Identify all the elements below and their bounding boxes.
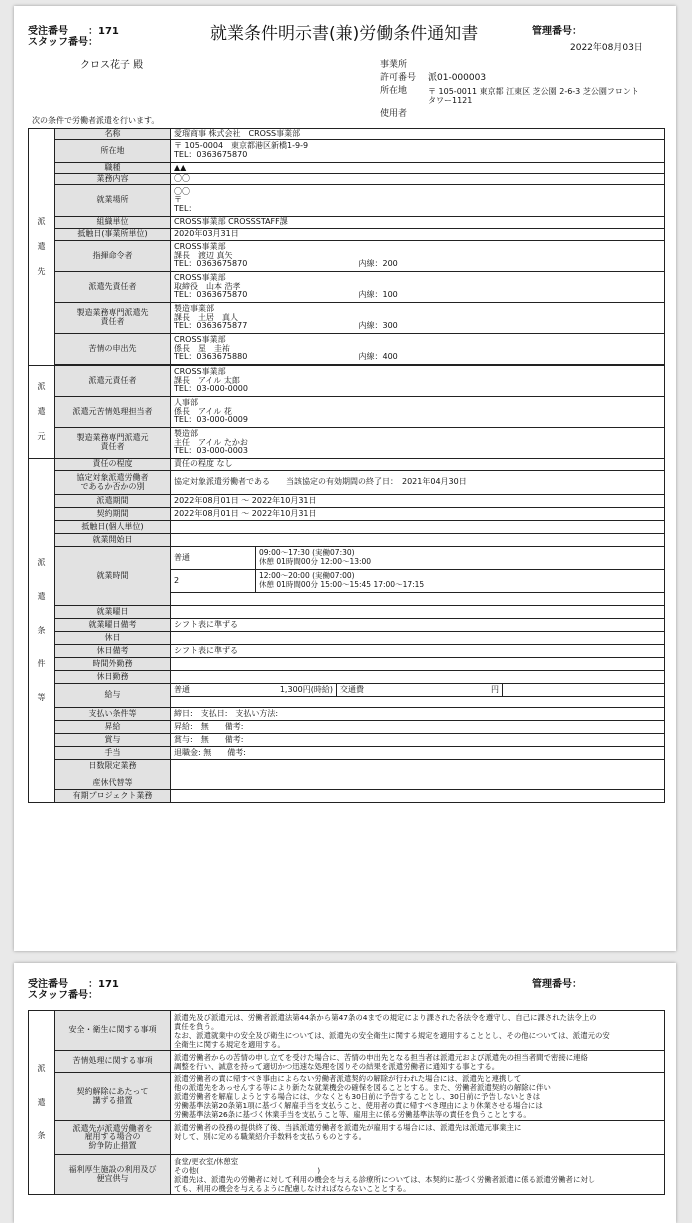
value-overtime [171, 658, 665, 671]
value-project [171, 790, 665, 803]
salary-type: 普通 [174, 684, 190, 694]
row-overtime [29, 658, 665, 671]
value-responsibility: 責任の程度 なし [171, 459, 665, 471]
document-title: 就業条件明示書(兼)労働条件通知書 [210, 24, 479, 44]
value-dispatch-dest-manager: CROSS事業部 取締役 山本 浩孝 TEL：0363675870 内線：100 [171, 272, 665, 303]
label-work-hours: 就業時間 [55, 547, 171, 606]
value-org-unit: CROSS事業部 CROSSSTAFF課 [171, 217, 665, 229]
label-mfg-dest-manager: 製造業務専門派遣先 責任者 [55, 303, 171, 334]
value-work-days [171, 606, 665, 619]
label-org-unit: 組織単位 [55, 217, 171, 229]
row-bonus [29, 734, 665, 747]
work-hours-shift-1: 普通 09:00～17:30 (実働07:30) 休憩 01時間00分 12:00～13:00 [171, 547, 664, 570]
row-work-days [29, 606, 665, 619]
row-conflict-date [29, 229, 665, 241]
row-holiday-note [29, 645, 665, 658]
transport-label: 交通費 [340, 684, 364, 694]
value-work-hours [171, 547, 665, 606]
row-conflict-individual [29, 521, 665, 534]
label-complaint: 苦情処理に関する事項 [55, 1051, 171, 1073]
employer-label: 使用者 [380, 109, 408, 119]
recipient-name: クロス花子 殿 [80, 60, 144, 71]
label-start-date: 就業開始日 [55, 534, 171, 547]
label-termination: 契約解除にあたって 講ずる措置 [55, 1073, 171, 1121]
row-salary [29, 684, 665, 708]
row-org-unit [29, 217, 665, 229]
label-hire: 派遣先が派遣労働者を 雇用する場合の 紛争防止措置 [55, 1121, 171, 1155]
label-limited-days: 日数限定業務 産休代替等 [55, 760, 171, 790]
work-hours-shift-2: 2 12:00～20:00 (実働07:00) 休憩 01時間00分 15:00～15:45 17:00～17:15 [171, 570, 664, 593]
label-safety: 安全・衛生に関する事項 [55, 1011, 171, 1051]
row-commander [29, 241, 665, 272]
value-commander: CROSS事業部 課長 渡辺 真矢 TEL：0363675870 内線：200 [171, 241, 665, 272]
management-number-label: 管理番号： [532, 26, 582, 37]
label-mfg-source-manager: 製造業務専門派遣元 責任者 [55, 428, 171, 459]
row-complaint [29, 1051, 665, 1073]
row-dispatch-dest-manager [29, 272, 665, 303]
value-start-date [171, 534, 665, 547]
salary-amount: 1,300円(時給) [257, 684, 337, 696]
label-agreement: 協定対象派遣労働者 であるか否かの別 [55, 471, 171, 495]
row-dispatch-period [29, 495, 665, 508]
value-allowance: 退職金: 無 備考: [171, 747, 665, 760]
label-dispatch-period: 派遣期間 [55, 495, 171, 508]
label-overtime: 時間外勤務 [55, 658, 171, 671]
transport-unit: 円 [403, 684, 503, 696]
label-commander: 指揮命令者 [55, 241, 171, 272]
row-work-place [29, 185, 665, 217]
row-mfg-dest-manager [29, 303, 665, 334]
value-termination: 派遣労働者の責に帰すべき事由によらない労働者派遣契約の解除が行われた場合には、派遣先と連携して 他の派遣先をあっせんする等により新たな就業機会の確保を図ることとする。また、労働者派遣契約の解除に伴い 派遣労働者を解雇しようとする場合には、少なくとも30日前に予告することとし、30日前に予告しないときは 労働基準法第20条第1項に基づく解雇手当を支払うこと、使用者の責に帰すべき理由により休業させる場合には 労働基準法第26条に基づく休業手当を支払うこと等、雇用主に係る労働基準法等の責任を負うこととする。 [171, 1073, 665, 1121]
row-payment-terms [29, 708, 665, 721]
label-welfare: 福利厚生施設の利用及び 便宜供与 [55, 1155, 171, 1195]
side-label-dispatch-destination: 派 遣 先 [29, 129, 55, 366]
label-raise: 昇給 [55, 721, 171, 734]
label-holiday: 休日 [55, 632, 171, 645]
row-raise [29, 721, 665, 734]
value-work-days-note: シフト表に準ずる [171, 619, 665, 632]
label-work-days-note: 就業曜日備考 [55, 619, 171, 632]
p2-side-label: 派 遣 条 [29, 1011, 55, 1195]
p2-order-number-label: 受注番号 [28, 979, 68, 990]
label-allowance: 手当 [55, 747, 171, 760]
row-start-date [29, 534, 665, 547]
p2-order-number-value: ：171 [88, 979, 119, 990]
row-job-type [29, 163, 665, 174]
value-payment-terms: 締日: 支払日: 支払い方法: [171, 708, 665, 721]
value-source-manager: CROSS事業部 課長 アイル 太郎 TEL：03-000-0000 [171, 366, 665, 397]
label-conflict-individual: 抵触日(個人単位) [55, 521, 171, 534]
label-name: 名称 [55, 129, 171, 140]
row-hire [29, 1121, 665, 1155]
row-holiday-work [29, 671, 665, 684]
row-source-complaint [29, 397, 665, 428]
row-name [29, 129, 665, 140]
label-source-manager: 派遣元責任者 [55, 366, 171, 397]
label-project: 有期プロジェクト業務 [55, 790, 171, 803]
value-contract-period: 2022年08月01日 ～ 2022年10月31日 [171, 508, 665, 521]
row-holiday [29, 632, 665, 645]
row-contract-period [29, 508, 665, 521]
row-allowance [29, 747, 665, 760]
value-mfg-dest-manager: 製造事業部 課長 土居 真人 TEL：0363675877 内線：300 [171, 303, 665, 334]
value-holiday-work [171, 671, 665, 684]
value-source-complaint: 人事部 係長 アイル 花 TEL：03-000-0009 [171, 397, 665, 428]
value-holiday-note: シフト表に準ずる [171, 645, 665, 658]
label-bonus: 賞与 [55, 734, 171, 747]
value-mfg-source-manager: 製造部 主任 アイル たかお TEL：03-000-0003 [171, 428, 665, 459]
issue-date: 2022年08月03日 [570, 43, 643, 53]
label-responsibility: 責任の程度 [55, 459, 171, 471]
order-number-value: ：171 [88, 26, 119, 37]
document-page-1 [14, 6, 676, 951]
side-label-dispatch-source: 派 遣 元 [29, 366, 55, 459]
value-location: 〒 105-0004 東京都港区新橋1-9-9 TEL：0363675870 [171, 140, 665, 163]
label-conflict-date: 抵触日(事業所単位) [55, 229, 171, 241]
label-location: 所在地 [55, 140, 171, 163]
row-limited-days [29, 760, 665, 790]
address-value-line1: 〒 105-0011 東京都 江東区 芝公園 2-6-3 芝公園フロント [428, 87, 639, 96]
label-salary: 給与 [55, 684, 171, 708]
row-source-manager [29, 366, 665, 397]
label-work-days: 就業曜日 [55, 606, 171, 619]
row-agreement [29, 471, 665, 495]
value-name: 愛瑠商事 株式会社 CROSS事業部 [171, 129, 665, 140]
label-work-place: 就業場所 [55, 185, 171, 217]
intro-text: 次の条件で労働者派遣を行います。 [32, 116, 160, 125]
staff-number-label: スタッフ番号： [28, 37, 98, 48]
permit-number-label: 許可番号 [380, 73, 417, 83]
side-label-dispatch-conditions: 派 遣 条 件 等 [29, 459, 55, 803]
value-agreement: 協定対象派遣労働者である 当該協定の有効期間の終了日： 2021年04月30日 [171, 471, 665, 495]
row-welfare [29, 1155, 665, 1195]
row-job-content [29, 174, 665, 185]
value-complaint-dest: CROSS事業部 係長 星 圭祐 TEL：0363675880 内線：400 [171, 334, 665, 365]
p2-management-number-label: 管理番号： [532, 979, 582, 990]
row-safety [29, 1011, 665, 1051]
value-work-place: 〇〇 〒 TEL： [171, 185, 665, 217]
value-complaint: 派遣労働者からの苦情の申し立てを受けた場合に、苦情の申出先となる担当者は派遣元および派遣先の担当者間で密接に連絡 調整を行い、誠意を持って適切かつ迅速な処理を図りその結果を派遣労働者に通知する事とする。 [171, 1051, 665, 1073]
label-complaint-dest: 苦情の申出先 [55, 334, 171, 365]
label-job-type: 職種 [55, 163, 171, 174]
address-label: 所在地 [380, 86, 408, 96]
value-job-type: ▲▲ [171, 163, 665, 174]
value-conflict-date: 2020年03月31日 [171, 229, 665, 241]
value-safety: 派遣先及び派遣元は、労働者派遣法第44条から第47条の4までの規定により課された各法令を遵守し、自己に課された法令上の 責任を負う。 なお、派遣就業中の安全及び衛生については、派遣先の安全衛生に関する規定を適用することとし、その他については、派遣元の安 全衛生に関する規定を適用する。 [171, 1011, 665, 1051]
permit-number-value: 派01-000003 [428, 73, 487, 83]
value-holiday [171, 632, 665, 645]
order-number-label: 受注番号 [28, 26, 68, 37]
value-limited-days [171, 760, 665, 790]
label-dispatch-dest-manager: 派遣先責任者 [55, 272, 171, 303]
label-maternity-sub: 産休代替等 [92, 777, 133, 787]
value-hire: 派遣労働者の役務の提供終了後、当該派遣労働者を派遣先が雇用する場合には、派遣先は派遣元事業主に 対して、別に定める職業紹介手数料を支払うものとする。 [171, 1121, 665, 1155]
row-mfg-source-manager [29, 428, 665, 459]
value-dispatch-period: 2022年08月01日 ～ 2022年10月31日 [171, 495, 665, 508]
row-termination [29, 1073, 665, 1121]
value-welfare: 食堂/更衣室/休憩室 その他( ) 派遣先は、派遣先の労働者に対して利用の機会を与える診療所については、本契約に基づく労働者派遣に係る派遣労働者に対し ても、利用の機会を与えるように配慮しなければならないこととする。 [171, 1155, 665, 1195]
office-label: 事業所 [380, 60, 408, 70]
label-job-content: 業務内容 [55, 174, 171, 185]
value-salary [171, 684, 665, 708]
row-responsibility [29, 459, 665, 471]
row-complaint-dest [29, 334, 665, 365]
p2-staff-number-label: スタッフ番号： [28, 990, 98, 1001]
row-location [29, 140, 665, 163]
row-work-hours [29, 547, 665, 606]
label-holiday-work: 休日勤務 [55, 671, 171, 684]
value-bonus: 賞与: 無 備考: [171, 734, 665, 747]
label-payment-terms: 支払い条件等 [55, 708, 171, 721]
row-project [29, 790, 665, 803]
value-job-content: 〇〇 [171, 174, 665, 185]
label-contract-period: 契約期間 [55, 508, 171, 521]
value-conflict-individual [171, 521, 665, 534]
p2-conditions-table [28, 1010, 665, 1195]
value-raise: 昇給: 無 備考: [171, 721, 665, 734]
document-page-2 [14, 963, 676, 1223]
commander-ext: 内線：200 [358, 259, 398, 269]
label-source-complaint: 派遣元苦情処理担当者 [55, 397, 171, 428]
row-work-days-note [29, 619, 665, 632]
address-value-line2: タワー1121 [428, 96, 473, 105]
label-holiday-note: 休日備考 [55, 645, 171, 658]
conditions-table [28, 128, 665, 803]
